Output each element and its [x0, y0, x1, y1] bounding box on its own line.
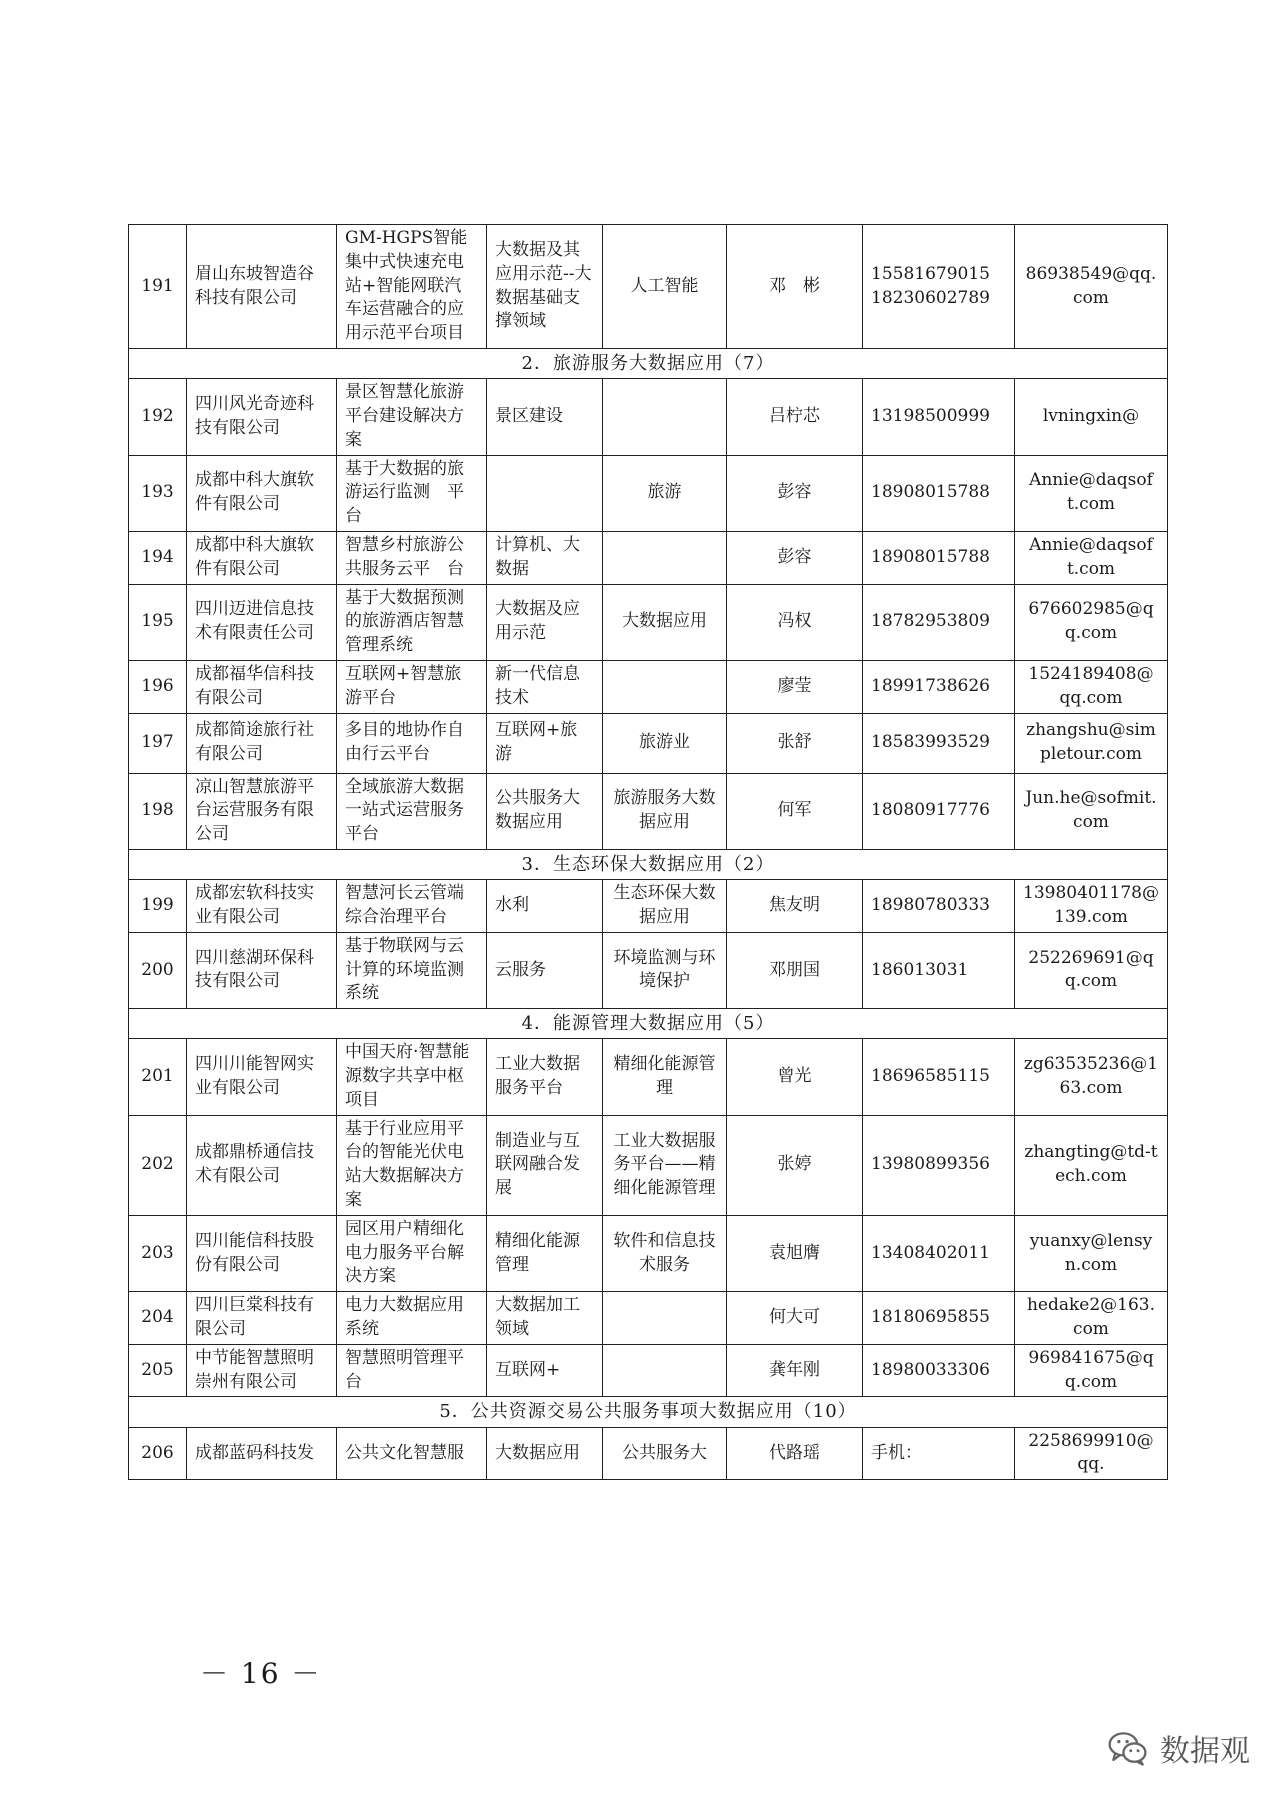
cell-category: 精细化能源管理: [487, 1215, 603, 1291]
table-row: [129, 584, 1168, 660]
cell-field: [603, 1344, 727, 1397]
cell-company: 成都中科大旗软件有限公司: [187, 455, 337, 531]
cell-category: 云服务: [487, 932, 603, 1008]
cell-project: 中国天府·智慧能源数字共享中枢项目: [337, 1039, 487, 1115]
cell-field: 工业大数据服务平台——精细化能源管理: [603, 1115, 727, 1215]
table-row: [129, 660, 1168, 713]
cell-project: 智慧河长云管端综合治理平台: [337, 880, 487, 933]
cell-no: 195: [129, 584, 187, 660]
cell-category: 新一代信息技术: [487, 660, 603, 713]
cell-contact: 彭容: [727, 455, 863, 531]
cell-company: 成都宏软科技实业有限公司: [187, 880, 337, 933]
cell-contact: 彭容: [727, 531, 863, 584]
cell-field: [603, 379, 727, 455]
section-title: 2．旅游服务大数据应用（7）: [129, 349, 1168, 379]
table-row: [129, 379, 1168, 455]
cell-email: 252269691@qq.com: [1015, 932, 1168, 1008]
cell-phone: 18583993529: [863, 713, 1015, 773]
cell-field: 旅游服务大数据应用: [603, 773, 727, 849]
cell-project: 公共文化智慧服: [337, 1427, 487, 1480]
cell-phone: 18908015788: [863, 531, 1015, 584]
section-row: [129, 349, 1168, 379]
cell-no: 199: [129, 880, 187, 933]
cell-field: 生态环保大数据应用: [603, 880, 727, 933]
cell-contact: 冯权: [727, 584, 863, 660]
watermark: [1106, 1726, 1250, 1770]
section-title: 3．生态环保大数据应用（2）: [129, 849, 1168, 879]
cell-email: hedake2@163.com: [1015, 1292, 1168, 1345]
cell-project: 基于大数据预测的旅游酒店智慧管理系统: [337, 584, 487, 660]
cell-company: 四川风光奇迹科技有限公司: [187, 379, 337, 455]
cell-no: 196: [129, 660, 187, 713]
cell-contact: 曾光: [727, 1039, 863, 1115]
cell-phone: 18696585115: [863, 1039, 1015, 1115]
cell-project: 基于行业应用平台的智能光伏电站大数据解决方案: [337, 1115, 487, 1215]
cell-category: 大数据加工领域: [487, 1292, 603, 1345]
cell-project: 智慧照明管理平台: [337, 1344, 487, 1397]
cell-category: 计算机、大数据: [487, 531, 603, 584]
cell-company: 四川川能智网实业有限公司: [187, 1039, 337, 1115]
cell-company: 四川慈湖环保科技有限公司: [187, 932, 337, 1008]
cell-category: 大数据及其应用示范--大数据基础支撑领域: [487, 225, 603, 349]
cell-company: 四川巨棠科技有限公司: [187, 1292, 337, 1345]
cell-category: 大数据应用: [487, 1427, 603, 1480]
cell-contact: 邓 彬: [727, 225, 863, 349]
table-row: [129, 880, 1168, 933]
cell-email: 13980401178@139.com: [1015, 880, 1168, 933]
cell-company: 成都蓝码科技发: [187, 1427, 337, 1480]
cell-project: 智慧乡村旅游公共服务云平 台: [337, 531, 487, 584]
cell-company: 凉山智慧旅游平台运营服务有限公司: [187, 773, 337, 849]
cell-no: 202: [129, 1115, 187, 1215]
cell-project: 多目的地协作自由行云平台: [337, 713, 487, 773]
cell-no: 205: [129, 1344, 187, 1397]
table-row: [129, 1215, 1168, 1291]
cell-no: 206: [129, 1427, 187, 1480]
section-title: 5．公共资源交易公共服务事项大数据应用（10）: [129, 1397, 1168, 1427]
cell-project: 景区智慧化旅游平台建设解决方案: [337, 379, 487, 455]
cell-company: 四川迈进信息技术有限责任公司: [187, 584, 337, 660]
cell-phone: 18980780333: [863, 880, 1015, 933]
cell-category: 制造业与互联网融合发展: [487, 1115, 603, 1215]
cell-contact: 何军: [727, 773, 863, 849]
cell-email: Jun.he@sofmit.com: [1015, 773, 1168, 849]
cell-phone: 18991738626: [863, 660, 1015, 713]
cell-email: Annie@daqsoft.com: [1015, 531, 1168, 584]
cell-contact: 焦友明: [727, 880, 863, 933]
table-row: [129, 1344, 1168, 1397]
cell-phone: 手机：: [863, 1427, 1015, 1480]
table-row: [129, 1039, 1168, 1115]
cell-field: [603, 531, 727, 584]
cell-project: 基于大数据的旅游运行监测 平台: [337, 455, 487, 531]
cell-project: 互联网+智慧旅游平台: [337, 660, 487, 713]
cell-contact: 代路瑶: [727, 1427, 863, 1480]
cell-field: 环境监测与环境保护: [603, 932, 727, 1008]
cell-company: 眉山东坡智造谷科技有限公司: [187, 225, 337, 349]
cell-company: 成都简途旅行社有限公司: [187, 713, 337, 773]
cell-no: 191: [129, 225, 187, 349]
cell-company: 成都鼎桥通信技术有限公司: [187, 1115, 337, 1215]
watermark-text: 数据观: [1160, 1734, 1250, 1769]
cell-category: 互联网+旅游: [487, 713, 603, 773]
section-row: [129, 1397, 1168, 1427]
cell-no: 204: [129, 1292, 187, 1345]
cell-company: 中节能智慧照明崇州有限公司: [187, 1344, 337, 1397]
cell-field: 软件和信息技术服务: [603, 1215, 727, 1291]
cell-contact: 袁旭膺: [727, 1215, 863, 1291]
cell-no: 203: [129, 1215, 187, 1291]
cell-email: Annie@daqsoft.com: [1015, 455, 1168, 531]
page-number: － 16 －: [200, 1657, 322, 1690]
cell-category: 工业大数据服务平台: [487, 1039, 603, 1115]
cell-phone: 13408402011: [863, 1215, 1015, 1291]
cell-phone: 18782953809: [863, 584, 1015, 660]
cell-email: zhangting@td-tech.com: [1015, 1115, 1168, 1215]
cell-no: 194: [129, 531, 187, 584]
wechat-icon: [1106, 1726, 1150, 1770]
cell-contact: 龚年刚: [727, 1344, 863, 1397]
cell-no: 198: [129, 773, 187, 849]
cell-field: 人工智能: [603, 225, 727, 349]
cell-category: 大数据及应用示范: [487, 584, 603, 660]
cell-contact: 吕柠芯: [727, 379, 863, 455]
cell-contact: 何大可: [727, 1292, 863, 1345]
section-title: 4．能源管理大数据应用（5）: [129, 1009, 1168, 1039]
cell-company: 四川能信科技股份有限公司: [187, 1215, 337, 1291]
cell-category: 互联网+: [487, 1344, 603, 1397]
table-row: [129, 1292, 1168, 1345]
cell-email: 969841675@qq.com: [1015, 1344, 1168, 1397]
cell-field: 大数据应用: [603, 584, 727, 660]
cell-email: zg63535236@163.com: [1015, 1039, 1168, 1115]
table-row: [129, 713, 1168, 773]
cell-no: 200: [129, 932, 187, 1008]
cell-category: 水利: [487, 880, 603, 933]
cell-company: 成都中科大旗软件有限公司: [187, 531, 337, 584]
cell-phone: 15581679015 18230602789: [863, 225, 1015, 349]
cell-field: 旅游: [603, 455, 727, 531]
cell-phone: 13980899356: [863, 1115, 1015, 1215]
cell-field: [603, 1292, 727, 1345]
cell-phone: 18080917776: [863, 773, 1015, 849]
table-row: [129, 455, 1168, 531]
cell-no: 201: [129, 1039, 187, 1115]
cell-contact: 张舒: [727, 713, 863, 773]
cell-field: 旅游业: [603, 713, 727, 773]
cell-no: 192: [129, 379, 187, 455]
cell-no: 193: [129, 455, 187, 531]
table-row: [129, 932, 1168, 1008]
cell-email: 1524189408@qq.com: [1015, 660, 1168, 713]
cell-phone: 18980033306: [863, 1344, 1015, 1397]
section-row: [129, 849, 1168, 879]
table-row: [129, 225, 1168, 349]
cell-project: GM-HGPS智能集中式快速充电站+智能网联汽车运营融合的应用示范平台项目: [337, 225, 487, 349]
cell-category: 公共服务大数据应用: [487, 773, 603, 849]
cell-project: 基于物联网与云计算的环境监测系统: [337, 932, 487, 1008]
cell-field: [603, 660, 727, 713]
cell-field: 精细化能源管理: [603, 1039, 727, 1115]
cell-email: yuanxy@lensyn.com: [1015, 1215, 1168, 1291]
project-table: [128, 224, 1168, 1480]
cell-project: 园区用户精细化电力服务平台解决方案: [337, 1215, 487, 1291]
cell-email: 676602985@qq.com: [1015, 584, 1168, 660]
table-row: [129, 773, 1168, 849]
cell-project: 全域旅游大数据一站式运营服务平台: [337, 773, 487, 849]
table-row: [129, 1427, 1168, 1480]
cell-phone: 18180695855: [863, 1292, 1015, 1345]
cell-project: 电力大数据应用系统: [337, 1292, 487, 1345]
cell-contact: 张婷: [727, 1115, 863, 1215]
cell-phone: 18908015788: [863, 455, 1015, 531]
cell-phone: 186013031: [863, 932, 1015, 1008]
cell-company: 成都福华信科技有限公司: [187, 660, 337, 713]
cell-no: 197: [129, 713, 187, 773]
cell-email: zhangshu@simpletour.com: [1015, 713, 1168, 773]
cell-email: 86938549@qq.com: [1015, 225, 1168, 349]
section-row: [129, 1009, 1168, 1039]
cell-phone: 13198500999: [863, 379, 1015, 455]
cell-email: 2258699910@qq.: [1015, 1427, 1168, 1480]
cell-contact: 廖莹: [727, 660, 863, 713]
cell-email: lvningxin@: [1015, 379, 1168, 455]
table-row: [129, 1115, 1168, 1215]
table-row: [129, 531, 1168, 584]
cell-field: 公共服务大: [603, 1427, 727, 1480]
cell-category: 景区建设: [487, 379, 603, 455]
cell-contact: 邓朋国: [727, 932, 863, 1008]
cell-category: [487, 455, 603, 531]
